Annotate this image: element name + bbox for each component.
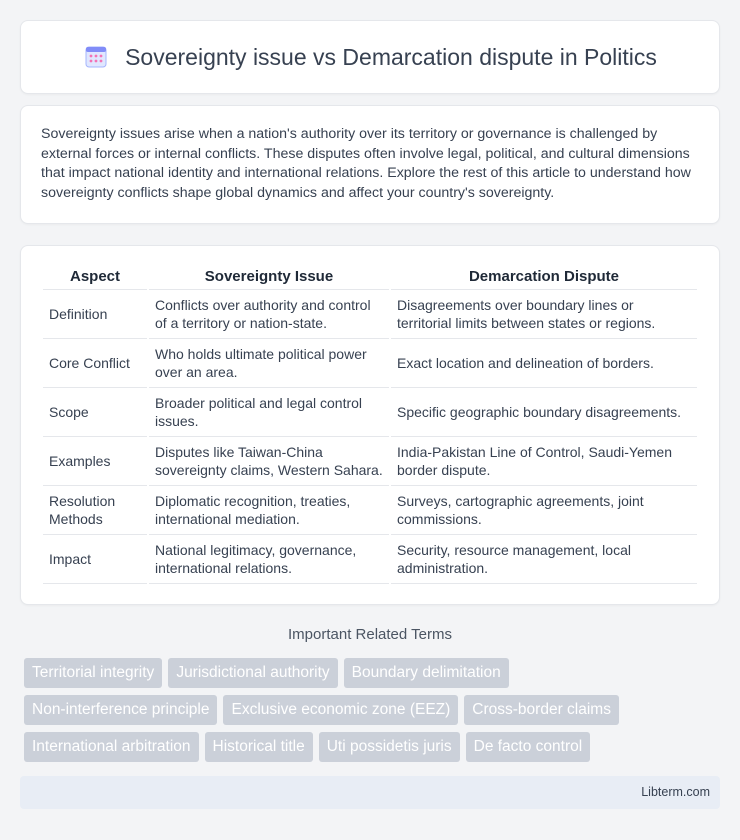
cell-sovereignty: Diplomatic recognition, treaties, international mediation. [149, 486, 389, 535]
calendar-grid-icon [83, 44, 109, 70]
related-term-tag[interactable]: Exclusive economic zone (EEZ) [223, 695, 458, 725]
related-terms-list [24, 658, 724, 769]
intro-card [20, 105, 720, 224]
cell-aspect: Scope [43, 388, 147, 437]
column-header-demarcation: Demarcation Dispute [391, 266, 697, 290]
related-terms-heading: Important Related Terms [288, 626, 452, 643]
cell-sovereignty: Disputes like Taiwan-China sovereignty claims, Western Sahara. [149, 437, 389, 486]
cell-sovereignty: Conflicts over authority and control of a territory or nation-state. [149, 290, 389, 339]
cell-aspect: Core Conflict [43, 339, 147, 388]
related-term-tag[interactable]: Non-interference principle [24, 695, 217, 725]
table-row [43, 535, 697, 584]
table-row [43, 486, 697, 535]
footer-brand-link[interactable]: Libterm.com [641, 785, 710, 799]
table-row [43, 437, 697, 486]
page-title: Sovereignty issue vs Demarcation dispute in Politics [125, 43, 657, 70]
cell-aspect: Impact [43, 535, 147, 584]
related-term-tag[interactable]: Historical title [205, 732, 313, 762]
cell-demarcation: Disagreements over boundary lines or territorial limits between states or regions. [391, 290, 697, 339]
intro-text: Sovereignty issues arise when a nation's authority over its territory or governance is challenged by external forces or internal conflicts. These disputes often involve legal, political, and cultural dimensions that impact national identity and international relations. Explore the rest of this article to understand how sovereignty conflicts shape global dynamics and affect your country's sovereignty. [41, 126, 691, 201]
cell-sovereignty: Broader political and legal control issues. [149, 388, 389, 437]
footer-bar [20, 776, 720, 809]
related-term-tag[interactable]: Cross-border claims [464, 695, 619, 725]
cell-sovereignty: Who holds ultimate political power over an area. [149, 339, 389, 388]
cell-demarcation: Security, resource management, local administration. [391, 535, 697, 584]
cell-demarcation: Surveys, cartographic agreements, joint commissions. [391, 486, 697, 535]
table-row [43, 339, 697, 388]
tag-row [24, 695, 724, 725]
related-term-tag[interactable]: International arbitration [24, 732, 199, 762]
tag-row [24, 732, 724, 762]
table-header-row [43, 266, 697, 290]
related-term-tag[interactable]: Territorial integrity [24, 658, 162, 688]
comparison-table [41, 266, 699, 584]
related-term-tag[interactable]: Uti possidetis juris [319, 732, 460, 762]
cell-aspect: Examples [43, 437, 147, 486]
column-header-sovereignty: Sovereignty Issue [149, 266, 389, 290]
cell-sovereignty: National legitimacy, governance, international relations. [149, 535, 389, 584]
related-term-tag[interactable]: Boundary delimitation [344, 658, 509, 688]
cell-demarcation: Exact location and delineation of borders. [391, 339, 697, 388]
table-row [43, 290, 697, 339]
header-card [20, 20, 720, 94]
comparison-card [20, 245, 720, 605]
cell-demarcation: Specific geographic boundary disagreements. [391, 388, 697, 437]
table-row [43, 388, 697, 437]
tag-row [24, 658, 724, 688]
related-term-tag[interactable]: Jurisdictional authority [168, 658, 337, 688]
cell-demarcation: India-Pakistan Line of Control, Saudi-Yemen border dispute. [391, 437, 697, 486]
cell-aspect: Resolution Methods [43, 486, 147, 535]
related-term-tag[interactable]: De facto control [466, 732, 591, 762]
column-header-aspect: Aspect [43, 266, 147, 290]
cell-aspect: Definition [43, 290, 147, 339]
